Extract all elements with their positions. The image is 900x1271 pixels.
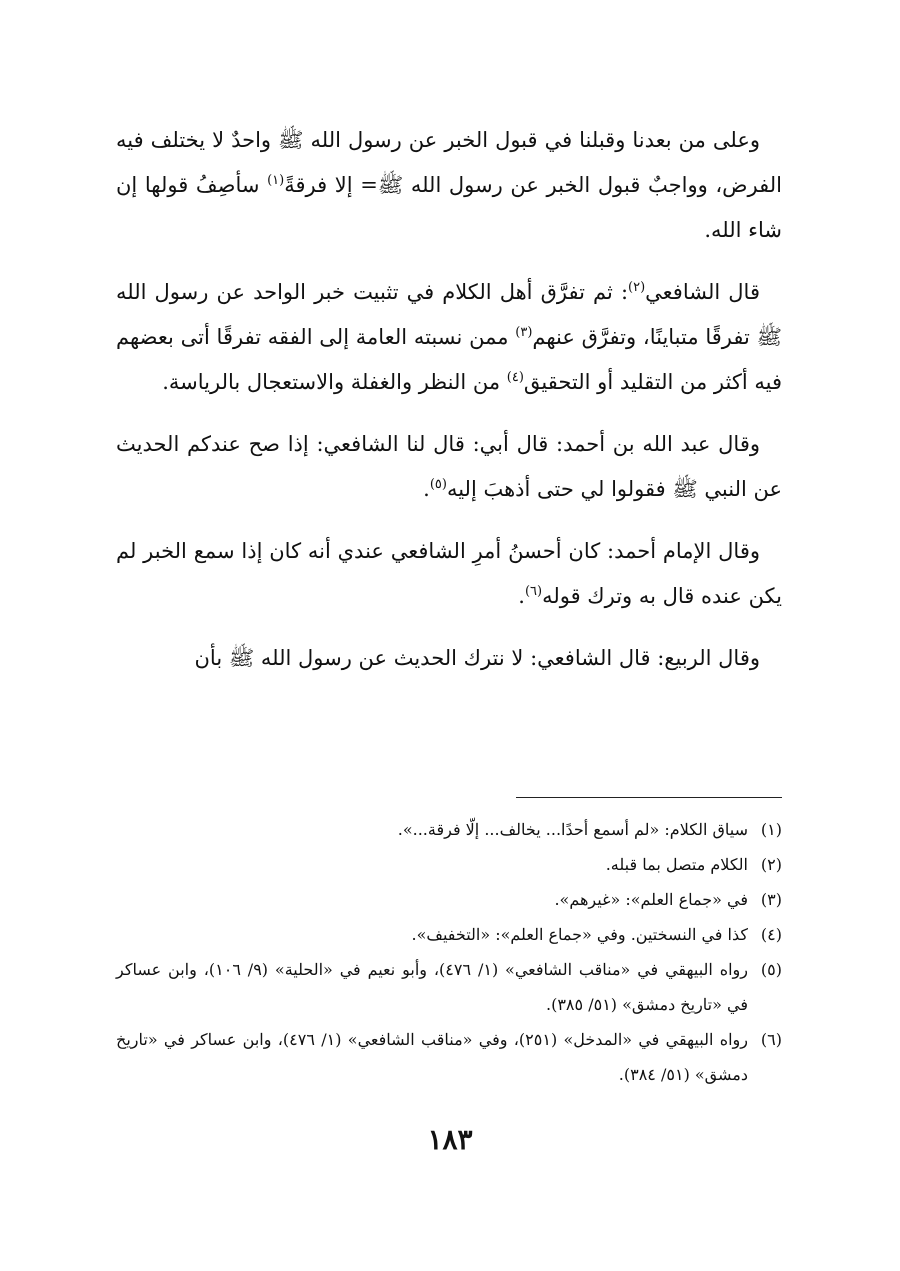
footnote-text: رواه البيهقي في «مناقب الشافعي» (١/ ٤٧٦)، وأبو نعيم في «الحلية» (٩/ ١٠٦)، وابن عساكر في «تاريخ دمشق» (٥١/ ٣٨٥). (116, 960, 749, 1014)
paragraph (116, 422, 782, 512)
footnote-text: في «جماع العلم»: «غيرهم». (554, 890, 748, 909)
text-segment: وعلى من بعدنا وقبلنا في قبول الخبر عن رسول الله ﷺ واحدٌ لا يختلف فيه الفرض، وواجبٌ قبول الخبر عن رسول الله ﷺ= إلا فرقةً (116, 128, 782, 197)
footnote-separator (516, 797, 782, 798)
footnote-text: الكلام متصل بما قبله. (605, 855, 748, 874)
footnote-item (116, 1022, 782, 1092)
text-segment: : ثم تفرَّق أهل الكلام في تثبيت خبر الواحد عن رسول الله ﷺ تفرقًا متباينًا، وتفرَّق عنهم (116, 280, 782, 349)
footnote-ref: (٥) (429, 477, 447, 492)
footnote-number: (٢) (760, 855, 782, 874)
text-segment: وقال عبد الله بن أحمد: قال أبي: قال لنا الشافعي: إذا صح عندكم الحديث عن النبي ﷺ فقولوا لي حتى أذهبَ إليه (116, 432, 782, 501)
text-segment: وقال الربيع: قال الشافعي: لا نترك الحديث عن رسول الله ﷺ بأن (194, 646, 760, 670)
footnote-item (116, 917, 782, 952)
footnote-item (116, 882, 782, 917)
footnote-text: سياق الكلام: «لم أسمع أحدًا... يخالف... إلّا فرقة...». (397, 820, 748, 839)
text-segment: وقال الإمام أحمد: كان أحسنُ أمرِ الشافعي عندي أنه كان إذا سمع الخبر لم يكن عنده قال به وترك قوله (116, 539, 782, 608)
footnote-item (116, 952, 782, 1022)
footnote-number: (٤) (760, 925, 782, 944)
footnote-ref: (١) (267, 173, 285, 188)
paragraph (116, 636, 782, 681)
text-segment: سأصِفُ قولها إن شاء الله. (116, 173, 782, 242)
paragraph (116, 529, 782, 619)
footnote-number: (٣) (760, 890, 782, 909)
paragraph (116, 118, 782, 253)
footnote-ref: (٣) (515, 325, 533, 340)
text-segment: من النظر والغفلة والاستعجال بالرياسة. (162, 370, 507, 394)
text-segment: ممن نسبته العامة إلى الفقه تفرقًا أتى بعضهم فيه أكثر من التقليد أو التحقيق (116, 325, 782, 394)
footnote-number: (١) (760, 820, 782, 839)
text-segment: . (518, 584, 525, 608)
footnote-ref: (٦) (524, 584, 543, 599)
text-segment: قال الشافعي (645, 280, 760, 304)
text-segment: . (423, 477, 430, 501)
footnote-ref: (٢) (628, 280, 646, 295)
footnote-number: (٦) (760, 1030, 782, 1049)
page-number: ١٨٣ (427, 1123, 473, 1156)
main-text (116, 118, 782, 698)
paragraph (116, 270, 782, 405)
footnote-item (116, 847, 782, 882)
footnote-text: كذا في النسختين. وفي «جماع العلم»: «التخفيف». (411, 925, 748, 944)
footnote-item (116, 812, 782, 847)
footnotes (116, 812, 782, 1092)
footnote-ref: (٤) (506, 370, 524, 385)
footnote-number: (٥) (760, 960, 782, 979)
footnote-text: رواه البيهقي في «المدخل» (٢٥١)، وفي «مناقب الشافعي» (١/ ٤٧٦)، وابن عساكر في «تاريخ دمشق» (٥١/ ٣٨٤). (116, 1030, 748, 1084)
